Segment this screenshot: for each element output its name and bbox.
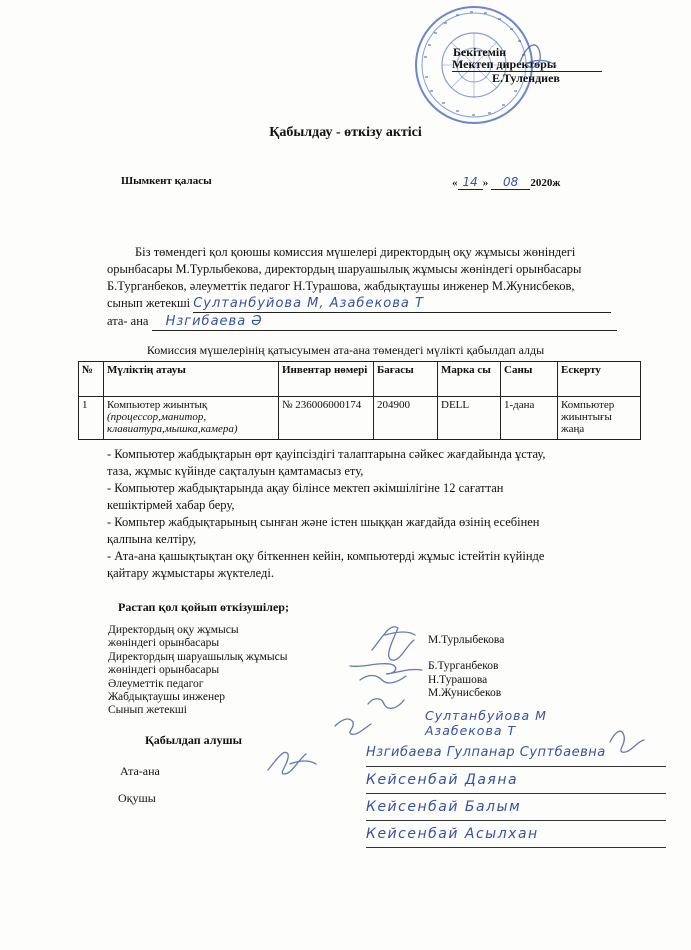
col-brand: Марка сы [438, 362, 501, 397]
signature-class-teacher [335, 719, 371, 734]
name-zhunisbekov: М.Жунисбеков [428, 687, 502, 700]
cell-name [104, 397, 279, 440]
signature-zhunisbekov [368, 699, 404, 709]
duty-line: - Компьютер жабдықтарын өрт қауіпсіздігі талаптарына сәйкес жағдайында ұстау, [107, 447, 546, 461]
approval-line-2: Мектеп директоры [452, 57, 557, 71]
class-teacher-row [107, 295, 637, 313]
col-name: Мүліктің атауы [104, 362, 279, 397]
col-price: Бағасы [374, 362, 438, 397]
cell-name-detail: (процессор,манитор, клавиатура,мышка,камера) [107, 411, 238, 435]
confirm-heading: Растап қол қойып өткізушілер; [118, 600, 289, 614]
position-line: Директордың оқу жұмысы [108, 624, 239, 636]
date-open-quote: « [452, 177, 458, 189]
document-date [452, 175, 560, 190]
class-teachers-handwritten [425, 708, 547, 738]
positions-list [108, 624, 287, 718]
position-line: жөніндегі орынбасары [108, 637, 220, 650]
position-line: Сынып жетекші [108, 704, 187, 717]
director-name: Е.Тулендиев [492, 71, 560, 85]
signature-turlybekova [372, 627, 415, 660]
receiver-heading: Қабылдап алушы [145, 733, 242, 747]
duty-line: - Ата-ана қашықтықтан оқу біткеннен кейін, компьютерді жұмыс істейтін күйінде [107, 549, 545, 563]
handwritten-name: Азабекова Т [425, 723, 517, 738]
handwritten-receiver: Кейсенбай Асылхан [366, 821, 666, 848]
parent-handwritten: Нзгибаева Ә [152, 313, 617, 331]
approval-block [452, 46, 602, 84]
class-teacher-handwritten: Султанбуйова М, Азабекова Т [193, 295, 611, 313]
intro-paragraph [107, 244, 637, 331]
property-table [78, 361, 641, 440]
table-header-row [79, 362, 641, 397]
cell-note: Компьютер жиынтығы жаңа [558, 397, 641, 440]
handwritten-receiver: Нзгибаева Гулпанар Суптбаевна [366, 740, 666, 767]
duty-line: кешіктірмей хабар беру, [107, 498, 235, 512]
duties-list [107, 446, 639, 582]
col-qty: Саны [501, 362, 558, 397]
col-number: № [79, 362, 104, 397]
intro-line-2: орынбасары М.Турлыбекова, директордың шаруашылық жұмысы жөніндегі орынбасары [107, 262, 582, 276]
handwritten-name: Султанбуйова М [425, 708, 547, 723]
parent-row [107, 313, 637, 331]
intro-line-3: Б.Турганбеков, әлеуметтік педагог Н.Турашова, жабдықтаушы инженер М.Жунисбеков, [107, 279, 575, 293]
date-close-quote: » [482, 177, 489, 189]
duty-line: - Компьютер жабдықтарында ақау білінсе мектеп әкімшілігіне 12 сағаттан [107, 481, 504, 495]
position-line: Жабдықтаушы инженер [108, 691, 225, 704]
date-month: 08 [491, 175, 530, 190]
cell-price: 204900 [374, 397, 438, 440]
signature-turganbekov [350, 664, 422, 674]
date-year: 2020ж [530, 177, 561, 189]
duty-line: - Компьтер жабдықтарының сынған және істен шыққан жағдайда өзінің есебінен [107, 515, 540, 529]
position-line: Әлеуметтік педагог [108, 677, 204, 690]
name-turashova: Н.Турашова [428, 673, 488, 686]
cell-inventory: № 236006000174 [279, 397, 374, 440]
approval-line-1: Бекітемін [453, 45, 507, 59]
name-turganbekov: Б.Турганбеков [428, 660, 499, 673]
col-note: Ескерту [558, 362, 641, 397]
table-row [79, 397, 641, 440]
cell-qty: 1-дана [501, 397, 558, 440]
handwritten-receiver: Кейсенбай Балым [366, 794, 666, 821]
class-teacher-label: сынып жетекші [107, 296, 191, 310]
duty-line: таза, жұмыс күйінде сақталуын қамтамасыз ету, [107, 464, 364, 478]
duty-line: қайтару жұмыстары жүктеледі. [107, 566, 274, 580]
name-turlybekova: М.Турлыбекова [428, 634, 505, 646]
signature-turashova [360, 676, 406, 683]
names-list [428, 634, 504, 701]
parent-label: ата- ана [107, 314, 149, 328]
cell-name-main: Компьютер жиынтық [107, 399, 208, 411]
date-day: 14 [458, 175, 483, 190]
cell-number: 1 [79, 397, 104, 440]
signature-parent [268, 752, 316, 774]
handwritten-receiver: Кейсенбай Даяна [366, 767, 666, 794]
duty-line: қалпына келтіру, [107, 532, 197, 546]
commission-line: Комиссия мүшелерінің қатысуымен ата-ана төмендегі мүлікті қабылдап алды [146, 343, 545, 357]
city: Шымкент қаласы [121, 175, 212, 187]
approval-line-3 [452, 71, 602, 84]
received-handwritten-list [366, 740, 666, 848]
parent-role: Ата-ана [120, 764, 160, 778]
cell-brand: DELL [438, 397, 501, 440]
intro-line-1: Біз төмендегі қол қоюшы комиссия мүшелері директордың оқу жұмысы жөніндегі [135, 245, 576, 259]
student-role: Оқушы [118, 791, 156, 805]
col-inventory: Инвентар нөмері [279, 362, 374, 397]
document-title: Қабылдау - өткізу актісі [269, 125, 422, 140]
position-line: жөніндегі орынбасары [108, 664, 220, 677]
position-line: Директордың шаруашылық жұмысы [108, 650, 288, 663]
